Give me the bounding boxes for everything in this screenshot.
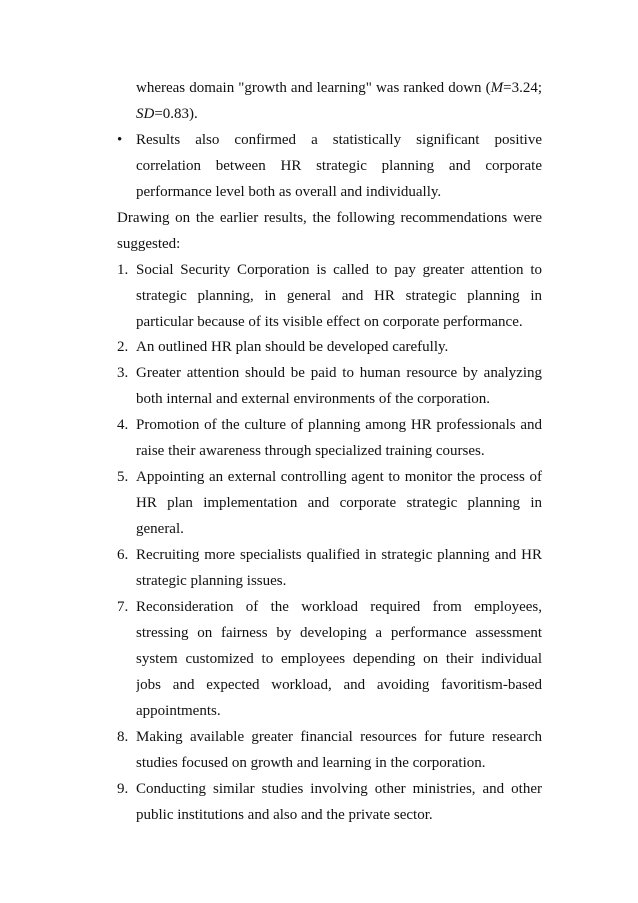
list-item-line: Recruiting more specialists qualified in strategic planning and HR [136, 547, 542, 563]
list-item-line: Appointing an external controlling agent to monitor the process of [136, 469, 542, 485]
list-item-line: studies focused on growth and learning in the corporation. [136, 755, 486, 771]
list-item-line: Conducting similar studies involving other ministries, and other [136, 781, 542, 797]
list-item-line: appointments. [136, 703, 221, 719]
list-item-number: 4. [117, 417, 129, 433]
list-item-line: HR plan implementation and corporate strategic planning in [136, 495, 542, 511]
list-item-line: strategic planning issues. [136, 573, 287, 589]
intro-line: suggested: [117, 236, 181, 252]
list-item-number: 6. [117, 547, 129, 563]
list-item-number: 3. [117, 365, 129, 381]
list-item-number: 5. [117, 469, 129, 485]
list-item-line: system customized to employees depending on their individual [136, 651, 542, 667]
list-item-line: stressing on fairness by developing a performance assessment [136, 625, 542, 641]
list-item-number: 1. [117, 262, 129, 278]
mean-symbol: M [490, 80, 504, 96]
sd-symbol: SD [136, 106, 155, 122]
bullet-line: performance level both as overall and individually. [136, 184, 442, 200]
list-item-line: both internal and external environments of the corporation. [136, 391, 491, 407]
list-item-number: 7. [117, 599, 129, 615]
list-item-line: Reconsideration of the workload required from employees, [136, 599, 542, 615]
list-item-line: particular because of its visible effect on corporate performance. [136, 314, 523, 330]
bullet-icon: • [117, 132, 123, 148]
intro-line: Drawing on the earlier results, the following recommendations were [117, 210, 542, 226]
continuation-line-1: whereas domain "growth and learning" was ranked down (M=3.24; [136, 80, 542, 96]
bullet-line: Results also confirmed a statistically significant positive [136, 132, 542, 148]
list-item-number: 2. [117, 339, 129, 355]
bullet-line: correlation between HR strategic planning and corporate [136, 158, 542, 174]
list-item-line: strategic planning, in general and HR strategic planning in [136, 288, 542, 304]
list-item-number: 8. [117, 729, 129, 745]
list-item-line: Making available greater financial resources for future research [136, 729, 542, 745]
list-item-line: general. [136, 521, 184, 537]
continuation-line-2: SD=0.83). [136, 106, 198, 122]
list-item-number: 9. [117, 781, 129, 797]
list-item-line: Social Security Corporation is called to pay greater attention to [136, 262, 542, 278]
list-item-line: jobs and expected workload, and avoiding favoritism-based [136, 677, 542, 693]
list-item-line: public institutions and also and the private sector. [136, 807, 433, 823]
list-item-line: An outlined HR plan should be developed carefully. [136, 339, 449, 355]
list-item-line: Promotion of the culture of planning among HR professionals and [136, 417, 542, 433]
list-item-line: Greater attention should be paid to human resource by analyzing [136, 365, 542, 381]
list-item-line: raise their awareness through specialized training courses. [136, 443, 485, 459]
